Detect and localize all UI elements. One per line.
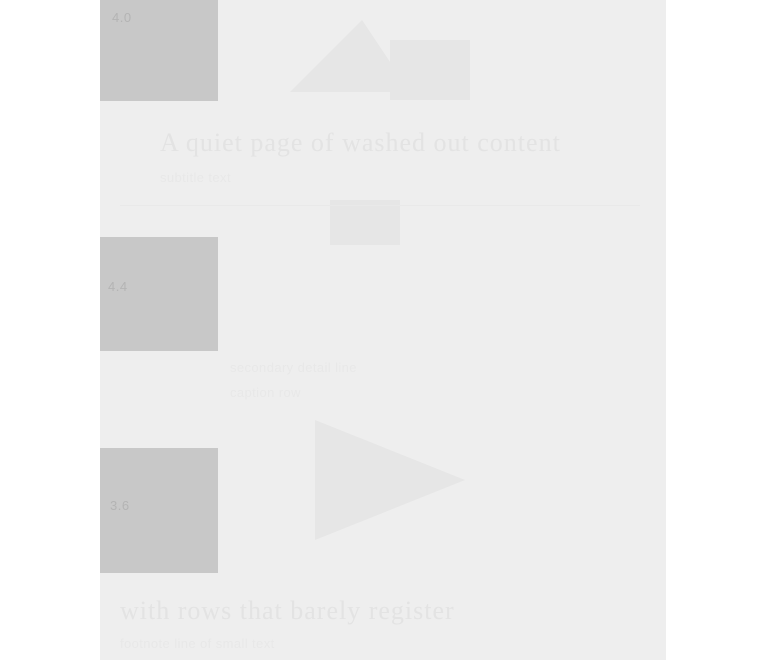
ghost-text-row-1: A quiet page of washed out content (160, 128, 561, 157)
card-top-value: 4.0 (112, 10, 132, 25)
watermark-shape-small-block (330, 200, 400, 245)
watermark-shape-block (390, 40, 470, 100)
right-rail (666, 0, 768, 660)
ghost-caption-3: caption row (230, 385, 301, 400)
card-bottom[interactable] (100, 448, 218, 573)
divider-1 (120, 205, 640, 206)
left-rail (0, 0, 100, 660)
card-middle-value: 4.4 (108, 279, 128, 294)
ghost-caption-4: footnote line of small text (120, 636, 275, 651)
ghost-text-row-2: with rows that barely register (120, 596, 455, 625)
ghost-caption-2: secondary detail line (230, 360, 357, 375)
watermark-shape-triangle-right (315, 420, 465, 540)
card-top[interactable] (100, 0, 218, 101)
ghost-caption-1: subtitle text (160, 170, 231, 185)
card-bottom-value: 3.6 (110, 498, 130, 513)
card-middle[interactable] (100, 237, 218, 351)
